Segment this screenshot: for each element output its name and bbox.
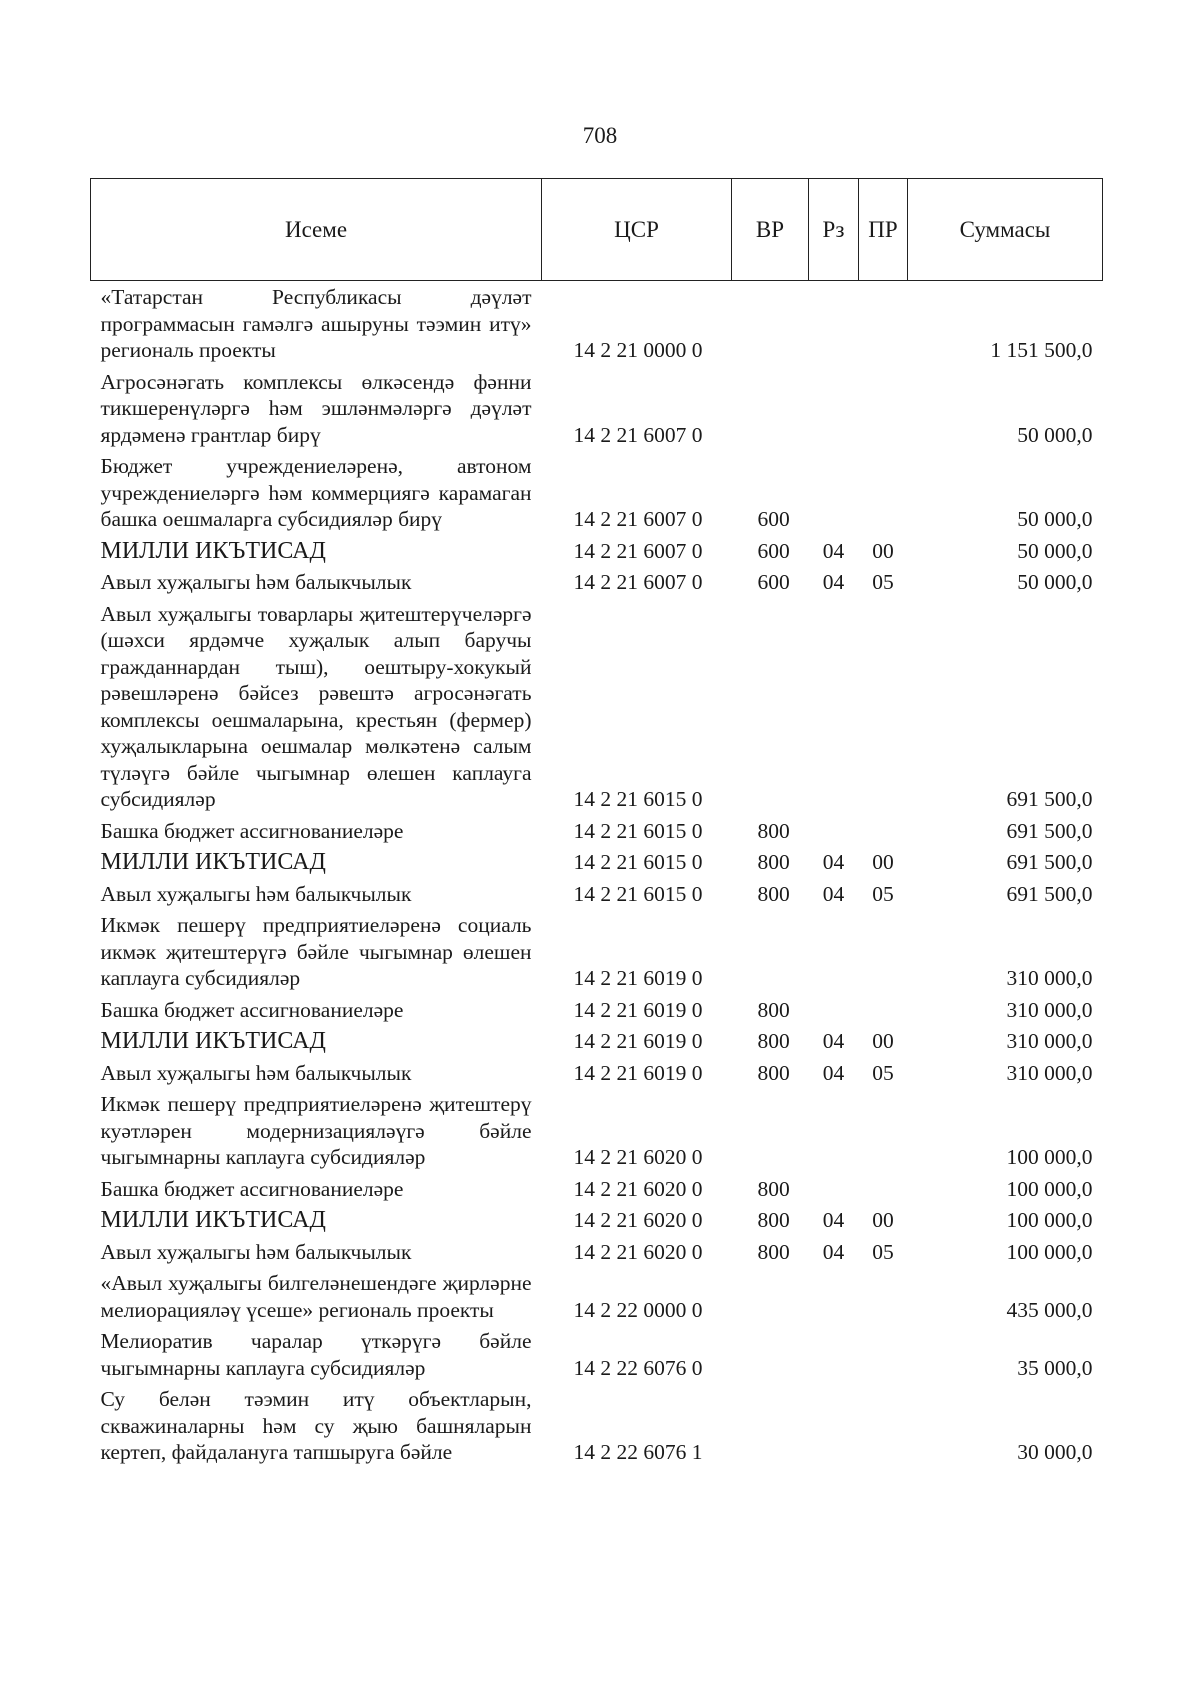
table-row bbox=[91, 535, 1103, 567]
header-vr: ВР bbox=[732, 179, 809, 281]
cell-sum: 310 000,0 bbox=[1006, 1060, 1093, 1085]
cell-name: МИЛЛИ ИКЪТИСАД bbox=[100, 537, 326, 564]
cell-csr: 14 2 21 6007 0 bbox=[573, 422, 703, 447]
table-row bbox=[91, 366, 1103, 451]
cell-csr: 14 2 22 6076 1 bbox=[573, 1440, 703, 1464]
cell-sum: 691 500,0 bbox=[1006, 787, 1093, 811]
cell-name: МИЛЛИ ИКЪТИСАД bbox=[100, 1028, 326, 1054]
header-name: Исеме bbox=[91, 179, 542, 281]
cell-rz: 04 bbox=[822, 1029, 845, 1053]
cell-name: Су белән тәэмин итү объектларын, скважиналарны һәм су җыю башняларын кертеп, файдалануга тапшыруга бәйле bbox=[100, 1387, 532, 1464]
cell-vr: 800 bbox=[757, 1208, 790, 1232]
cell-name: Башка бюджет ассигнованиеләре bbox=[100, 1176, 404, 1201]
table-body bbox=[91, 281, 1103, 1468]
cell-sum: 50 000,0 bbox=[1017, 422, 1093, 447]
cell-csr: 14 2 21 6007 0 bbox=[573, 570, 703, 594]
cell-csr: 14 2 21 6019 0 bbox=[573, 1029, 703, 1053]
cell-pr bbox=[859, 598, 908, 815]
cell-rz: 04 bbox=[822, 1208, 845, 1232]
cell-csr: 14 2 22 6076 0 bbox=[573, 1355, 703, 1380]
cell-pr bbox=[859, 1088, 908, 1173]
table-row bbox=[91, 994, 1103, 1026]
cell-csr: 14 2 21 6015 0 bbox=[573, 850, 703, 874]
cell-pr bbox=[859, 1267, 908, 1325]
cell-csr: 14 2 21 6020 0 bbox=[573, 1208, 703, 1232]
cell-vr bbox=[732, 1325, 809, 1383]
cell-name: Авыл хуҗалыгы товарлары җитештерүчеләргә (шәхси ярдәмче хуҗалык алып баручы гражданнардан тыш), оештыру-хокукый рәвешләренә бәйсез рәвештә агросәнәгать комплексы оешмаларына, крестьян (фермер) хуҗалыкларына оешмалар мөлкәтенә салым түләүгә бәйле чыгымнар өлешен каплауга субсидияләр bbox=[100, 601, 532, 811]
cell-vr: 800 bbox=[757, 1239, 790, 1264]
cell-csr: 14 2 21 6007 0 bbox=[573, 538, 703, 563]
cell-pr bbox=[859, 1173, 908, 1205]
cell-rz: 04 bbox=[822, 1060, 845, 1085]
cell-vr: 800 bbox=[757, 1060, 790, 1085]
cell-name: Бюджет учреждениеләренә, автоном учреждениеләргә һәм коммерциягә карамаган башка оешмаларга субсидияләр бирү bbox=[100, 454, 532, 531]
cell-rz: 04 bbox=[822, 570, 845, 594]
cell-sum: 691 500,0 bbox=[1006, 881, 1093, 906]
cell-rz bbox=[809, 281, 859, 366]
cell-csr: 14 2 21 6020 0 bbox=[573, 1176, 703, 1201]
cell-vr bbox=[732, 1267, 809, 1325]
cell-rz: 04 bbox=[822, 1239, 845, 1264]
header-sum: Суммасы bbox=[908, 179, 1103, 281]
cell-pr bbox=[859, 815, 908, 847]
table-row bbox=[91, 1383, 1103, 1468]
table-row bbox=[91, 815, 1103, 847]
cell-pr: 00 bbox=[872, 538, 894, 563]
table-row bbox=[91, 1236, 1103, 1268]
cell-name: Агросәнәгать комплексы өлкәсендә фәнни тикшеренүләргә һәм эшләнмәләргә дәүләт ярдәменә грантлар бирү bbox=[100, 369, 532, 447]
cell-sum: 30 000,0 bbox=[1017, 1440, 1093, 1464]
cell-csr: 14 2 21 6019 0 bbox=[573, 997, 703, 1022]
header-pr: ПР bbox=[859, 179, 908, 281]
table-row bbox=[91, 1025, 1103, 1057]
cell-rz bbox=[809, 1267, 859, 1325]
cell-rz bbox=[809, 598, 859, 815]
cell-name: Авыл хуҗалыгы һәм балыкчылык bbox=[100, 881, 412, 906]
cell-name: Икмәк пешерү предприятиеләренә социаль икмәк җитештерүгә бәйле чыгымнар өлешен каплауга субсидияләр bbox=[100, 913, 532, 990]
cell-name: Авыл хуҗалыгы һәм балыкчылык bbox=[100, 1060, 412, 1085]
cell-vr: 800 bbox=[757, 881, 790, 906]
cell-csr: 14 2 21 6019 0 bbox=[573, 1060, 703, 1085]
cell-sum: 435 000,0 bbox=[1006, 1297, 1093, 1322]
cell-sum: 35 000,0 bbox=[1017, 1355, 1093, 1380]
cell-sum: 310 000,0 bbox=[1006, 1029, 1093, 1053]
cell-pr: 05 bbox=[872, 1239, 894, 1264]
table-row bbox=[91, 878, 1103, 910]
cell-pr bbox=[859, 1383, 908, 1468]
cell-rz bbox=[809, 1325, 859, 1383]
cell-rz bbox=[809, 366, 859, 451]
cell-rz bbox=[809, 1173, 859, 1205]
cell-sum: 100 000,0 bbox=[1006, 1176, 1093, 1201]
cell-name: Авыл хуҗалыгы һәм балыкчылык bbox=[100, 1239, 412, 1264]
cell-pr: 05 bbox=[872, 1060, 894, 1085]
cell-pr: 00 bbox=[872, 850, 894, 874]
table-row bbox=[91, 1204, 1103, 1236]
cell-csr: 14 2 21 6015 0 bbox=[573, 818, 703, 843]
cell-vr: 600 bbox=[757, 538, 790, 563]
cell-rz: 04 bbox=[822, 538, 845, 563]
cell-pr bbox=[859, 366, 908, 451]
cell-pr bbox=[859, 450, 908, 535]
cell-pr bbox=[859, 909, 908, 994]
cell-sum: 691 500,0 bbox=[1006, 818, 1093, 843]
cell-vr bbox=[732, 598, 809, 815]
table-row bbox=[91, 281, 1103, 366]
cell-pr: 05 bbox=[872, 570, 894, 594]
cell-rz: 04 bbox=[822, 881, 845, 906]
cell-pr bbox=[859, 1325, 908, 1383]
cell-vr: 800 bbox=[757, 850, 790, 874]
cell-name: МИЛЛИ ИКЪТИСАД bbox=[100, 849, 326, 875]
cell-sum: 1 151 500,0 bbox=[990, 338, 1093, 362]
cell-name: Башка бюджет ассигнованиеләре bbox=[100, 818, 404, 843]
cell-name: Мелиоратив чаралар үткәрүгә бәйле чыгымнарны каплауга субсидияләр bbox=[100, 1329, 532, 1380]
cell-name: Икмәк пешерү предприятиеләренә җитештерү куәтләрен модернизацияләүгә бәйле чыгымнарны каплауга субсидияләр bbox=[100, 1092, 532, 1169]
cell-vr: 800 bbox=[757, 1176, 790, 1201]
cell-sum: 310 000,0 bbox=[1006, 997, 1093, 1022]
cell-csr: 14 2 21 6015 0 bbox=[573, 881, 703, 906]
cell-csr: 14 2 21 6019 0 bbox=[573, 966, 703, 990]
cell-rz bbox=[809, 909, 859, 994]
cell-csr: 14 2 21 6020 0 bbox=[573, 1145, 703, 1169]
cell-vr bbox=[732, 1088, 809, 1173]
cell-pr bbox=[859, 281, 908, 366]
cell-name: Башка бюджет ассигнованиеләре bbox=[100, 997, 404, 1022]
cell-rz bbox=[809, 450, 859, 535]
cell-name: Авыл хуҗалыгы һәм балыкчылык bbox=[100, 570, 412, 594]
cell-csr: 14 2 22 0000 0 bbox=[573, 1297, 703, 1322]
cell-sum: 50 000,0 bbox=[1017, 570, 1093, 594]
cell-pr bbox=[859, 994, 908, 1026]
table-row bbox=[91, 1325, 1103, 1383]
table-row bbox=[91, 909, 1103, 994]
table-row bbox=[91, 1267, 1103, 1325]
cell-sum: 310 000,0 bbox=[1006, 966, 1093, 990]
table-row bbox=[91, 1088, 1103, 1173]
cell-name: МИЛЛИ ИКЪТИСАД bbox=[100, 1207, 326, 1233]
cell-vr bbox=[732, 909, 809, 994]
cell-vr bbox=[732, 366, 809, 451]
header-rz: Рз bbox=[809, 179, 859, 281]
cell-vr: 600 bbox=[757, 507, 790, 531]
header-csr: ЦСР bbox=[542, 179, 732, 281]
table-header-row bbox=[91, 179, 1103, 281]
table-row bbox=[91, 1173, 1103, 1205]
cell-pr: 00 bbox=[872, 1029, 894, 1053]
table-row bbox=[91, 598, 1103, 815]
cell-csr: 14 2 21 0000 0 bbox=[573, 338, 703, 362]
cell-csr: 14 2 21 6015 0 bbox=[573, 787, 703, 811]
cell-sum: 100 000,0 bbox=[1006, 1239, 1093, 1264]
cell-rz bbox=[809, 1088, 859, 1173]
cell-sum: 100 000,0 bbox=[1006, 1145, 1093, 1169]
cell-rz: 04 bbox=[822, 850, 845, 874]
cell-csr: 14 2 21 6007 0 bbox=[573, 507, 703, 531]
cell-rz bbox=[809, 1383, 859, 1468]
table-row bbox=[91, 1057, 1103, 1089]
cell-vr bbox=[732, 281, 809, 366]
cell-name: «Татарстан Республикасы дәүләт программасын гамәлгә ашыруны тәэмин итү» региональ проекты bbox=[100, 285, 532, 362]
cell-rz bbox=[809, 815, 859, 847]
cell-name: «Авыл хуҗалыгы билгеләнешендәге җирләрне мелиорацияләү үсеше» региональ проекты bbox=[100, 1271, 532, 1322]
cell-vr: 800 bbox=[757, 1029, 790, 1053]
cell-vr bbox=[732, 1383, 809, 1468]
cell-sum: 50 000,0 bbox=[1017, 538, 1093, 563]
cell-vr: 800 bbox=[757, 997, 790, 1022]
cell-vr: 800 bbox=[757, 818, 790, 843]
cell-pr: 05 bbox=[872, 881, 894, 906]
table-row bbox=[91, 450, 1103, 535]
budget-table bbox=[90, 178, 1103, 1468]
cell-rz bbox=[809, 994, 859, 1026]
page-number: 708 bbox=[582, 123, 618, 148]
table-row bbox=[91, 566, 1103, 598]
cell-csr: 14 2 21 6020 0 bbox=[573, 1239, 703, 1264]
table-row bbox=[91, 846, 1103, 878]
cell-vr: 600 bbox=[757, 570, 790, 594]
cell-sum: 691 500,0 bbox=[1006, 850, 1093, 874]
cell-sum: 50 000,0 bbox=[1017, 507, 1093, 531]
cell-pr: 00 bbox=[872, 1208, 894, 1232]
cell-sum: 100 000,0 bbox=[1006, 1208, 1093, 1232]
